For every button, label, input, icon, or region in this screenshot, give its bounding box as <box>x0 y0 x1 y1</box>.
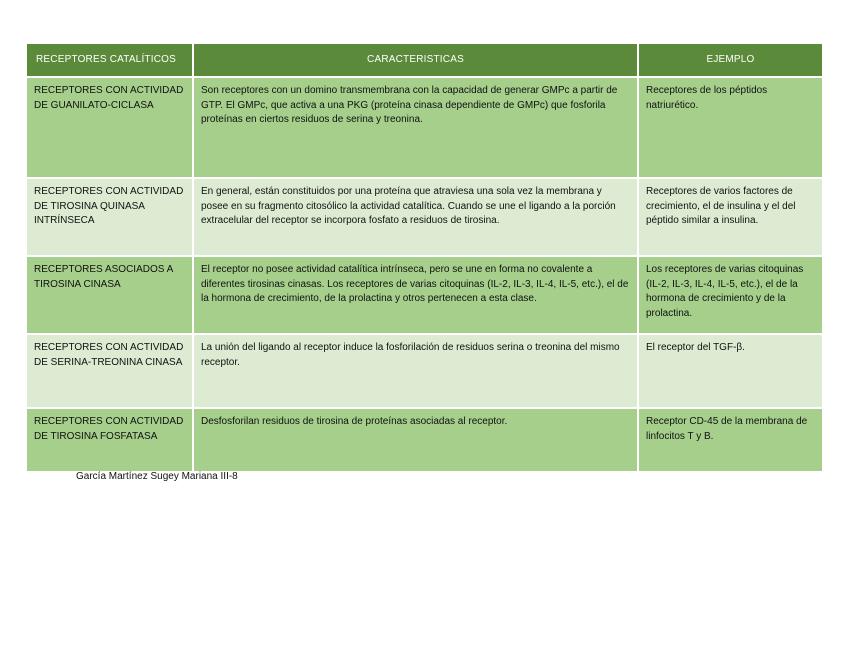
header-ejemplo: EJEMPLO <box>638 44 822 77</box>
receptor-cell: RECEPTORES CON ACTIVIDAD DE GUANILATO-CICLASA <box>27 77 193 178</box>
caracteristicas-cell: El receptor no posee actividad catalítica intrínseca, pero se une en forma no covalente a diferentes tirosinas cinasas. Los receptores de varias citoquinas (IL-2, IL-3, IL-4, IL-5, etc.), el de la hormona de crecimiento, de la prolactina y otros pertenecen a esta clase. <box>193 256 638 334</box>
header-receptores: RECEPTORES CATALÍTICOS <box>27 44 193 77</box>
table-row <box>27 408 822 472</box>
receptor-cell: RECEPTORES CON ACTIVIDAD DE TIROSINA FOSFATASA <box>27 408 193 472</box>
caracteristicas-cell: En general, están constituidos por una proteína que atraviesa una sola vez la membrana y posee en su fragmento citosólico la actividad catalítica. Cuando se une el ligando a la porción extracelular del receptor se incorpora fosfato a residuos de tirosina. <box>193 178 638 256</box>
author-footnote: García Martínez Sugey Mariana III-8 <box>76 471 238 482</box>
caracteristicas-cell: Son receptores con un domino transmembrana con la capacidad de generar GMPc a partir de GTP. El GMPc, que activa a una PKG (proteína cinasa dependiente de GMPc) que fosforila proteínas en ciertos residuos de serina y treonina. <box>193 77 638 178</box>
caracteristicas-cell: La unión del ligando al receptor induce la fosforilación de residuos serina o treonina del mismo receptor. <box>193 334 638 408</box>
receptor-cell: RECEPTORES ASOCIADOS A TIROSINA CINASA <box>27 256 193 334</box>
table-row <box>27 334 822 408</box>
table-row <box>27 178 822 256</box>
receptor-cell: RECEPTORES CON ACTIVIDAD DE SERINA-TREONINA CINASA <box>27 334 193 408</box>
ejemplo-cell: Receptores de varios factores de crecimiento, el de insulina y el del péptido similar a insulina. <box>638 178 822 256</box>
caracteristicas-cell: Desfosforilan residuos de tirosina de proteínas asociadas al receptor. <box>193 408 638 472</box>
header-caracteristicas: CARACTERISTICAS <box>193 44 638 77</box>
table-row <box>27 77 822 178</box>
receptors-table <box>27 44 822 473</box>
ejemplo-cell: El receptor del TGF-β. <box>638 334 822 408</box>
ejemplo-cell: Los receptores de varias citoquinas (IL-2, IL-3, IL-4, IL-5, etc.), el de la hormona de crecimiento y de la prolactina. <box>638 256 822 334</box>
table-header-row <box>27 44 822 77</box>
table-row <box>27 256 822 334</box>
ejemplo-cell: Receptor CD-45 de la membrana de linfocitos T y B. <box>638 408 822 472</box>
receptor-cell: RECEPTORES CON ACTIVIDAD DE TIROSINA QUINASA INTRÍNSECA <box>27 178 193 256</box>
ejemplo-cell: Receptores de los péptidos natriurético. <box>638 77 822 178</box>
